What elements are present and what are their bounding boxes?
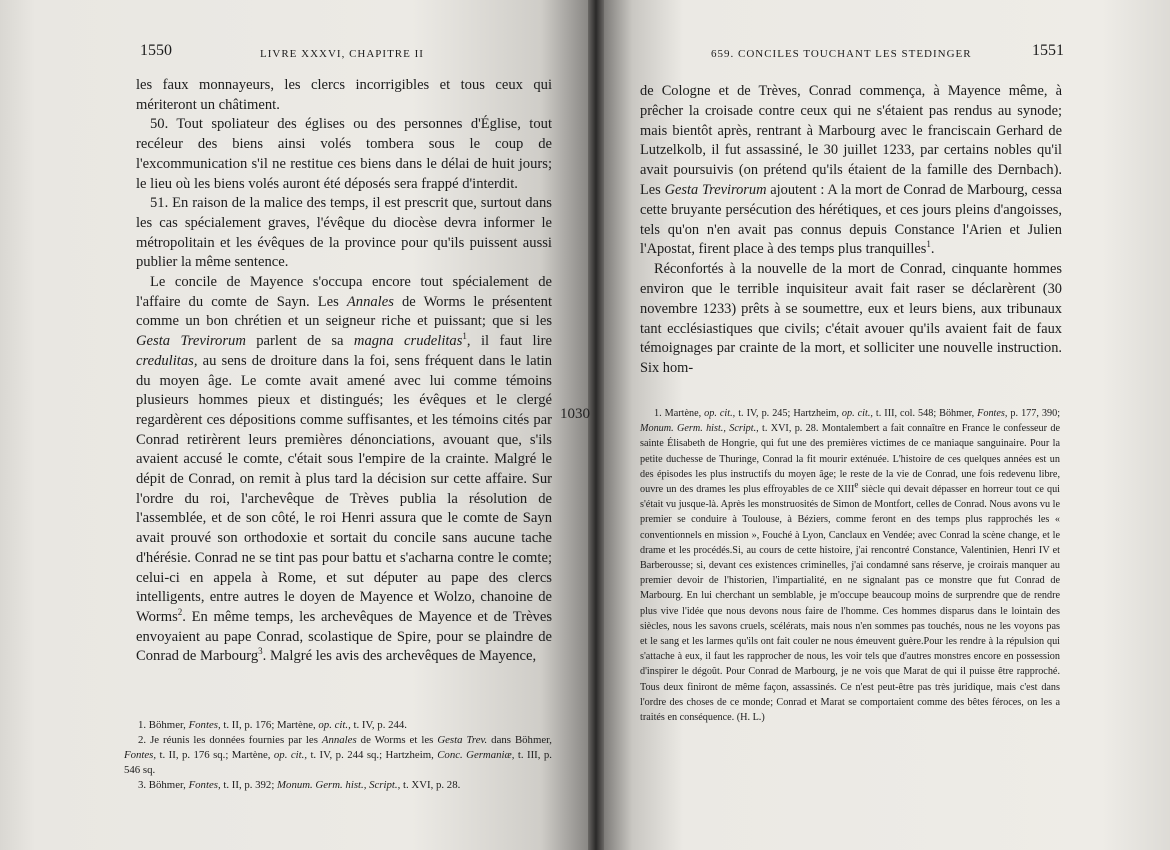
text-run: Le concile de Mayence s'occupa encore tout spécialement de l'affaire du comte de Sayn. Les [136, 274, 552, 310]
text-run: t. IV, p. 245; Hartzheim, [735, 408, 842, 419]
footnotes [124, 718, 552, 793]
running-head: 659. CONCILES TOUCHANT LES STEDINGER [711, 48, 972, 60]
italic-text: Gesta Trev. [437, 734, 488, 746]
italic-text: op. cit., [841, 408, 873, 419]
italic-text: Fontes, [977, 408, 1008, 419]
italic-text: op. cit., [273, 749, 308, 761]
text-run: t. XVI, p. 28. [400, 779, 461, 791]
text-run: 1. Martène, [654, 408, 705, 419]
paragraph [640, 260, 1062, 379]
text-run: . [930, 241, 935, 258]
right-page [604, 0, 1170, 850]
footnote-ref: 2 [177, 607, 183, 618]
italic-text: credulitas, [136, 352, 198, 369]
text-run: Réconfortés à la nouvelle de la mort de Conrad, cinquante hommes environ que le terrible inquisiteur avait fait raser se déclarèrent (30 novembre 1233) prêts à se soumettre, eux et leurs biens, aux tribunaux tant ecclésiastiques que civils; c'était avouer qu'ils avaient fait de faux témoignages par crainte de la mort, et solliciter une nouvelle instruction. Six hom- [640, 261, 1062, 377]
italic-text: op. cit., [318, 719, 351, 731]
italic-text: Gesta Trevirorum [136, 333, 246, 350]
text-run: t. IV, p. 244 sq.; Hartzheim, [307, 749, 438, 761]
italic-text: Annales [346, 293, 394, 310]
text-run: t. II, p. 176; Martène, [220, 719, 319, 731]
text-run: de Worms le présentent comme un bon chrétien et un seigneur riche et puissant; que si les [136, 293, 553, 330]
page-number: 1550 [140, 42, 172, 59]
body-text [136, 76, 552, 667]
text-run: parlent de sa [245, 333, 354, 350]
italic-text: Monum. Germ. hist., Script., [640, 423, 759, 435]
footnote-ref: e [854, 479, 859, 490]
italic-text: Fontes, [188, 719, 221, 731]
italic-text: Fontes, [188, 779, 221, 791]
text-run: , il faut lire [466, 333, 552, 350]
italic-text: magna crudelitas [353, 333, 463, 350]
paragraph [136, 273, 552, 667]
text-run: 1. Böhmer, [138, 719, 189, 731]
italic-text: Monum. Germ. hist., Script., [277, 779, 401, 791]
italic-text: Conc. Germaniæ, [437, 749, 515, 761]
text-run: t. III, col. 548; Böhmer, [872, 408, 978, 419]
text-run: t. XVI, p. 28. Montalembert a fait connaître en France le confesseur de sainte Élisabeth de Hongrie, qui fut une des premières victimes de ce maniaque sanguinaire. Pour la petite duchesse de Thuringe, Conrad la fit mourir exténuée. L'histoire de ces quelques années est un des épisodes les plus instructifs du moyen âge; le reste de la vie de Conrad, une fois redevenu libre, ouvre un des drames les plus effroyables de ce XIII [640, 423, 1060, 496]
text-run: t. II, p. 176 sq.; Martène, [156, 749, 274, 761]
text-run: 50. Tout spoliateur des églises ou des personnes d'Église, tout recéleur des biens ainsi volés tombera sous le coup de l'excommunication s'il ne restitue ces biens dans le délai de huit jours; le lieu où les biens volés auront été déposés sera frappé d'interdit. [136, 116, 552, 192]
italic-text: Annales [321, 734, 357, 746]
paragraph [136, 76, 552, 115]
body-text [640, 82, 1062, 379]
text-run: t. II, p. 392; [220, 779, 278, 791]
text-run: 51. En raison de la malice des temps, il est prescrit que, surtout dans les cas spécialement graves, l'évêque du diocèse devra informer le métropolitain et les évêques de la province pour qu'ils puissent aussi publier la même sentence. [136, 195, 552, 271]
text-run: . En même temps, les archevêques de Mayence et de Trèves envoyaient au pape Conrad, scolastique de Spire, pour se plaindre de Conrad de Marbourg [136, 608, 552, 665]
page-number: 1551 [1032, 42, 1064, 59]
text-run: t. IV, p. 244. [350, 719, 407, 731]
footnote [124, 733, 552, 778]
gutter [588, 0, 604, 850]
footnote-ref: 1 [462, 331, 467, 342]
text-run: dans Böhmer, [487, 734, 552, 746]
paragraph [136, 115, 552, 194]
footnote [124, 778, 552, 793]
footnote-ref: 1 [926, 239, 931, 250]
margin-number: 1030 [560, 406, 590, 422]
text-run: ajoutent : A la mort de Conrad de Marbourg, cessa cette bruyante persécution des hérétiques, et ces jours pleins d'angoisses, tels qu'on n'en avait pas connus depuis Constance l'Arien et Julien l'Apostat, firent place à des temps plus tranquilles [640, 181, 1062, 258]
italic-text: Fontes, [124, 749, 157, 761]
footnote [640, 406, 1060, 725]
footnote [124, 718, 552, 733]
text-run: t. III, p. 546 sq. [124, 749, 552, 776]
text-run: 3. Böhmer, [138, 779, 189, 791]
italic-text: Gesta Trevirorum [664, 181, 767, 198]
footnote-ref: 3 [258, 646, 263, 657]
text-run: de Worms et les [356, 734, 438, 746]
paragraph [136, 194, 552, 273]
footnotes [640, 406, 1060, 725]
text-run: . Malgré les avis des archevêques de Mayence, [262, 648, 537, 665]
running-head: LIVRE XXXVI, CHAPITRE II [260, 48, 424, 60]
text-run: de Cologne et de Trèves, Conrad commença, à Mayence même, à prêcher la croisade contre ceux qui ne s'étaient pas rendus au synode; mais bientôt après, rentrant à Marbourg avec le franciscain Gerhard de Lutzelkolb, il fut assassiné, le 30 juillet 1233, par certains nobles qu'il avait poursuivis (on prétend qu'ils étaient de la famille des Dernbach). Les [640, 83, 1062, 198]
paragraph [640, 82, 1062, 260]
text-run: p. 177, 390; [1007, 408, 1061, 419]
italic-text: op. cit., [704, 408, 736, 419]
text-run: les faux monnayeurs, les clercs incorrigibles et tous ceux qui mériteront un châtiment. [136, 77, 552, 113]
text-run: 2. Je réunis les données fournies par les [138, 734, 322, 746]
text-run: siècle qui devait dépasser en horreur tout ce qui s'était vu jusque-là. Après les monstruosités de Simon de Montfort, celles de Conrad. Nous avons vu le premier se conduire à Toulouse, à Béziers, comme feront en des temps plus rapprochés les « conventionnels en mission », Fouché à Lyon, Canclaux en Vendée; avec Conrad la scène change, et le drame et les procédés.Si, au cours de cette histoire, j'ai rencontré Constance, Valentinien, Henri IV et Barberousse; si, devant ces existences criminelles, j'ai condamné sans réserve, je croirais manquer au premier devoir de l'historien, l'impartialité, en ne signalant pas ce monstre que fut Conrad de Marbourg. En lui cherchant un semblable, je m'occupe beaucoup moins de surprendre que de rendre plus vive l'idée que nous devons nous faire de l'homme. Ces hommes disparus dans le lointain des siècles, nous les savons cruels, scélérats, mais nous n'en sommes pas touchés, nous ne les voyons pas et le sang et les larmes qu'ils ont fait couler ne nous émeuvent guère.Pour les rendre à la répulsion qui s'attache à eux, il faut les rapprocher de nous, les voir tels que d'autres monstres encore en possession d'inspirer le dégoût. Pour Conrad de Marbourg, je ne vois que Marat de qui il puisse être rapproché. Tous deux finiront de même façon, assassinés. Ce n'est peut-être pas très juridique, mais c'est dans l'ordre des choses de ce monde; Conrad et Marat se comportaient comme des bêtes féroces, on les a traités en conséquence. (H. L.) [640, 484, 1061, 724]
text-run: au sens de droiture dans la foi, sens fréquent dans le latin du moyen âge. Le comte avait amené avec lui comme témoins plusieurs hommes pieux et distingués; les évêques et le clergé regardèrent ces dépositions comme suffisantes, et les témoins cités par Conrad retirèrent leurs premières dénonciations, avouant que, s'ils avaient accusé le comte, c'était sous l'empire de la crainte. Malgré le dépit de Conrad, on remit à plus tard la décision sur cette affaire. Sur l'ordre du roi, l'archevêque de Trèves publia la résolution de l'assemblée, et de son côté, le roi Henri assura que le comte de Sayn avait prouvé son orthodoxie et sortait du concile sans aucune tache d'hérésie. Conrad ne se tint pas pour battu et s'acharna contre le comte; celui-ci en appela à Rome, et sut députer au pape des clercs intelligents, entre autres le doyen de Mayence et Wolzo, chanoine de Worms [136, 352, 552, 625]
